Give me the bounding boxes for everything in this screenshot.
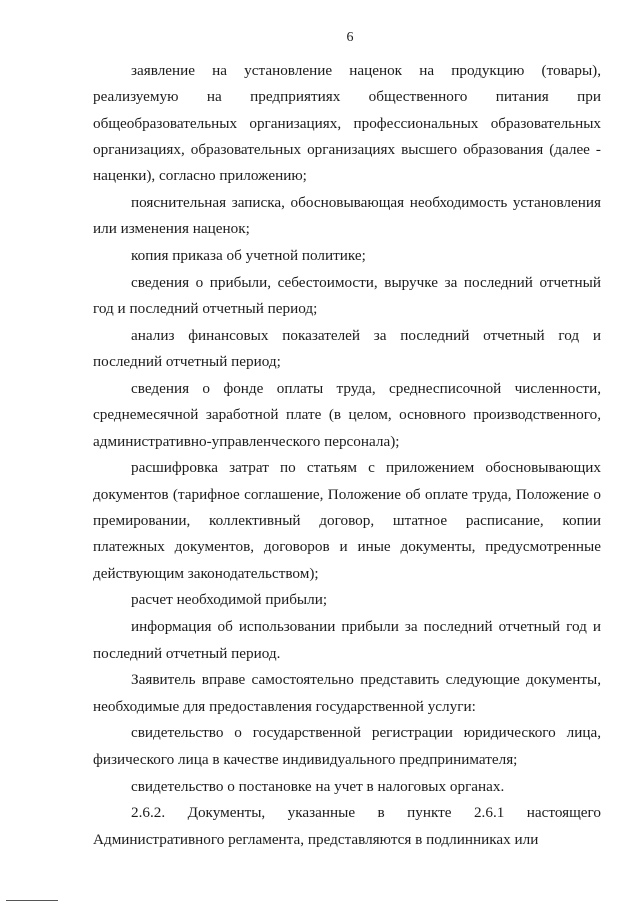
paragraph-applicant-right: Заявитель вправе самостоятельно представить следующие документы, необходимые для предоставления государственной услуги: — [93, 671, 601, 715]
document-body — [93, 58, 601, 853]
paragraph-section-2-6-2: 2.6.2. Документы, указанные в пункте 2.6.1 настоящего Административного регламента, представляются в подлинниках или — [93, 804, 601, 848]
paragraph-financial-analysis: анализ финансовых показателей за последний отчетный год и последний отчетный период; — [93, 326, 601, 371]
page-number: 6 — [346, 30, 354, 45]
paragraph-profit-usage: информация об использовании прибыли за последний отчетный год и последний отчетный период. — [93, 618, 601, 662]
paragraph-profit-calculation: расчет необходимой прибыли; — [131, 591, 328, 609]
paragraph-payroll-info: сведения о фонде оплаты труда, среднесписочной численности, среднемесячной заработной плате (в целом, основного производственного, административно-управленческого персонала); — [93, 380, 601, 450]
paragraph-explanatory-note: пояснительная записка, обосновывающая необходимость установления или изменения наценок; — [93, 193, 601, 238]
footnote-divider — [6, 900, 58, 901]
paragraph-profit-info: сведения о прибыли, себестоимости, выручке за последний отчетный год и последний отчетный период; — [93, 273, 601, 318]
paragraph-tax-certificate: свидетельство о постановке на учет в налоговых органах. — [131, 777, 505, 795]
paragraph-cost-breakdown: расшифровка затрат по статьям с приложением обосновывающих документов (тарифное соглашение, Положение об оплате труда, Положение о премировании, коллективный договор, штатное расписание, копии платежных документов, договоров и иные документы, предусмотренные действующим законодательством); — [93, 459, 601, 582]
paragraph-registration-certificate: свидетельство о государственной регистрации юридического лица, физического лица в качестве индивидуального предпринимателя; — [93, 724, 601, 768]
paragraph-accounting-policy: копия приказа об учетной политике; — [131, 247, 366, 265]
paragraph-application: заявление на установление наценок на продукцию (товары), реализуемую на предприятиях общественного питания при общеобразовательных организациях, профессиональных образовательных организациях, образовательных организациях высшего образования (далее - наценки), согласно приложению; — [93, 62, 601, 185]
